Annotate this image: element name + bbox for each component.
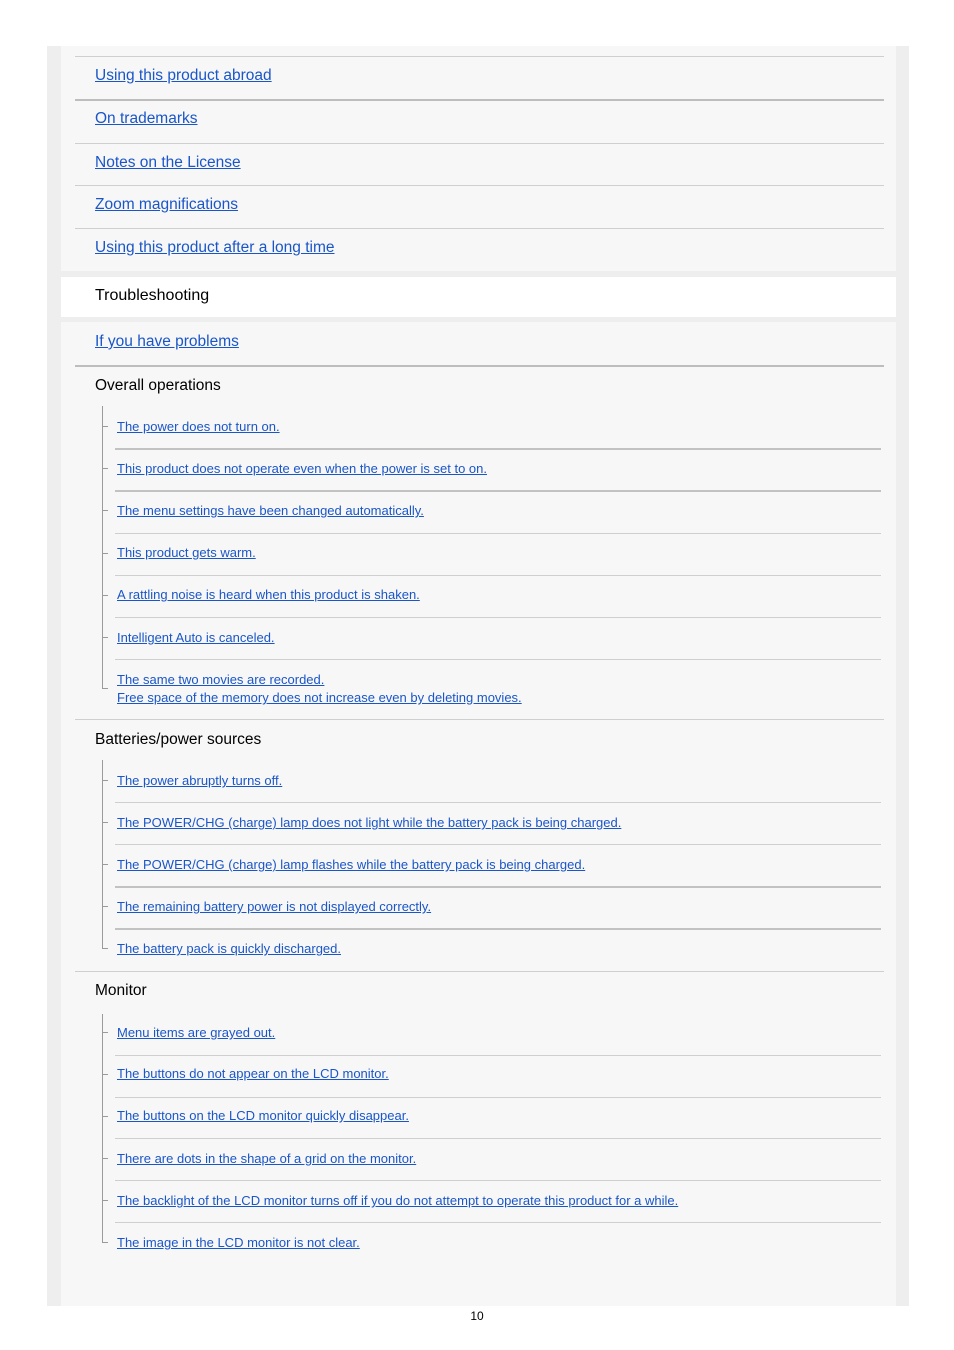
link-license[interactable]: Notes on the License <box>95 154 241 171</box>
item-link[interactable]: This product gets warm. <box>117 545 256 560</box>
item-link[interactable]: The backlight of the LCD monitor turns off if you do not attempt to operate this product for a while. <box>117 1193 679 1208</box>
section-header <box>61 277 896 317</box>
tree-tick <box>102 822 108 823</box>
tree-tick <box>102 553 108 554</box>
section-title: Troubleshooting <box>95 287 210 304</box>
link-long-time[interactable]: Using this product after a long time <box>95 239 335 256</box>
item-link[interactable]: The POWER/CHG (charge) lamp flashes while the battery pack is being charged. <box>117 857 586 872</box>
group-title-batteries: Batteries/power sources <box>95 731 262 748</box>
tree-tick <box>102 595 108 596</box>
item-link[interactable]: The battery pack is quickly discharged. <box>117 941 341 956</box>
tree-tick <box>102 426 108 427</box>
divider <box>75 365 884 367</box>
item-divider <box>115 1097 881 1098</box>
item-divider <box>115 659 881 660</box>
tree-tick <box>102 906 108 907</box>
item-divider <box>115 928 881 930</box>
tree-line <box>102 406 103 689</box>
tree-line <box>102 760 103 948</box>
item-divider <box>115 617 881 618</box>
item-divider <box>115 1138 881 1139</box>
link-trademarks[interactable]: On trademarks <box>95 110 198 127</box>
divider <box>75 99 884 101</box>
item-link[interactable]: The power abruptly turns off. <box>117 773 283 788</box>
tree-tick <box>102 1158 108 1159</box>
item-link[interactable]: The remaining battery power is not displayed correctly. <box>117 899 432 914</box>
item-link[interactable]: Menu items are grayed out. <box>117 1025 276 1040</box>
tree-tick <box>102 688 108 689</box>
divider <box>75 228 884 229</box>
item-link[interactable]: Intelligent Auto is canceled. <box>117 630 275 645</box>
tree-tick <box>102 468 108 469</box>
item-divider <box>115 490 881 492</box>
item-link[interactable]: A rattling noise is heard when this product is shaken. <box>117 587 420 602</box>
divider <box>75 719 884 720</box>
divider <box>75 185 884 186</box>
item-divider <box>115 533 881 534</box>
item-link[interactable]: The buttons do not appear on the LCD monitor. <box>117 1066 389 1081</box>
item-divider <box>115 448 881 450</box>
group-title-overall: Overall operations <box>95 377 221 394</box>
tree-tick <box>102 510 108 511</box>
item-link[interactable]: Free space of the memory does not increase even by deleting movies. <box>117 690 522 705</box>
tree-tick <box>102 1242 108 1243</box>
tree-tick <box>102 1200 108 1201</box>
link-zoom[interactable]: Zoom magnifications <box>95 196 239 213</box>
divider <box>75 143 884 144</box>
item-link[interactable]: The image in the LCD monitor is not clear. <box>117 1235 360 1250</box>
item-link[interactable]: The POWER/CHG (charge) lamp does not light while the battery pack is being charged. <box>117 815 622 830</box>
item-link[interactable]: This product does not operate even when the power is set to on. <box>117 461 488 476</box>
item-divider <box>115 1055 881 1056</box>
item-link[interactable]: There are dots in the shape of a grid on the monitor. <box>117 1151 417 1166</box>
divider <box>75 971 884 972</box>
tree-tick <box>102 948 108 949</box>
tree-tick <box>102 864 108 865</box>
tree-line <box>102 1014 103 1243</box>
item-divider <box>115 844 881 845</box>
item-divider <box>115 575 881 576</box>
item-link[interactable]: The buttons on the LCD monitor quickly disappear. <box>117 1108 409 1123</box>
item-link[interactable]: The same two movies are recorded. <box>117 672 325 687</box>
item-divider <box>115 886 881 888</box>
item-divider <box>115 1180 881 1181</box>
tree-tick <box>102 780 108 781</box>
item-link[interactable]: The menu settings have been changed automatically. <box>117 503 424 518</box>
tree-tick <box>102 637 108 638</box>
tree-tick <box>102 1032 108 1033</box>
tree-tick <box>102 1116 108 1117</box>
link-using-abroad[interactable]: Using this product abroad <box>95 67 272 84</box>
group-title-monitor: Monitor <box>95 982 147 999</box>
tree-tick <box>102 1074 108 1075</box>
item-link[interactable]: The power does not turn on. <box>117 419 280 434</box>
page-number: 10 <box>470 1309 484 1323</box>
divider <box>75 56 884 57</box>
link-if-you-have-problems[interactable]: If you have problems <box>95 333 239 350</box>
item-divider <box>115 802 881 803</box>
item-divider <box>115 1222 881 1223</box>
